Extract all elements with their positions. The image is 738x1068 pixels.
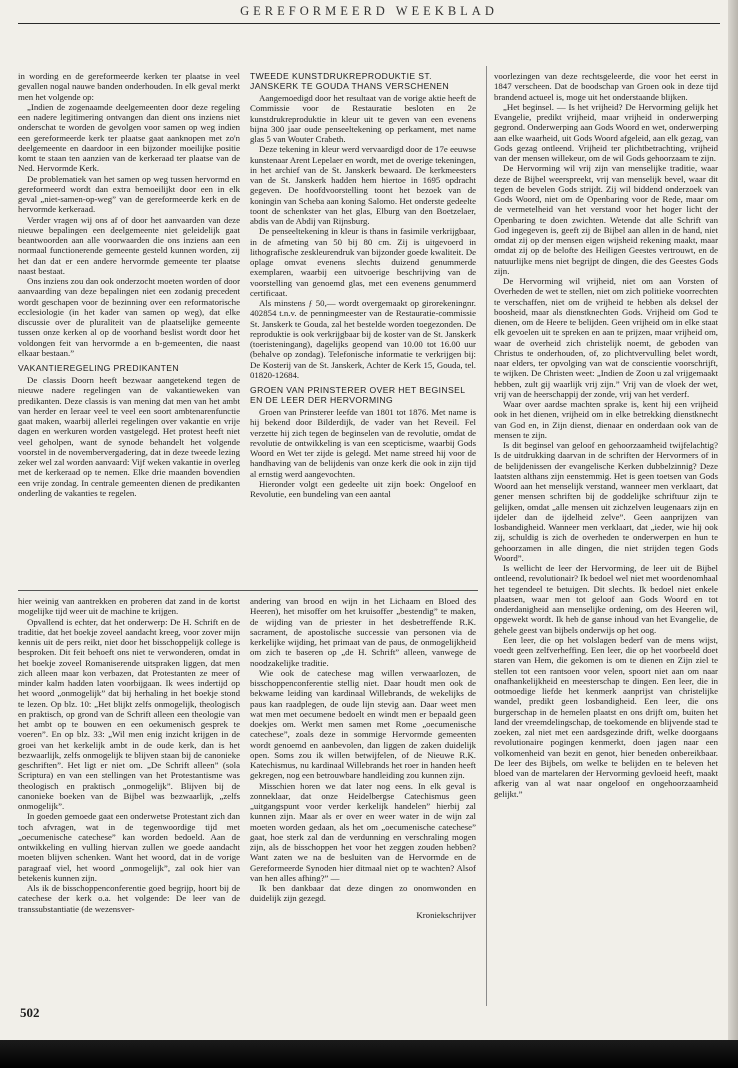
paragraph: „Het beginsel. — Is het vrijheid? De Hervorming gelijk het Evangelie, predikt vrijheid, maar vrijheid in onderwerping gegrond. Onderwerping aan Gods Woord en wet, onderwerping aan elke waarheid, uit Gods Woord afgeleid, aan elk gezag, van Gods gezag ontleend. Vrijheid ter plichtbetrachting, vrijheid van der mensen willekeur, om de wil Gods gehoorzaam te zijn. [494,101,718,163]
paragraph: in wording en de gereformeerde kerken ter plaatse in veel gevallen nogal nauwe banden onderhouden. In elk geval merkt men het volgende op: [18,71,240,102]
paragraph: De penseeltekening in kleur is thans in fasimile verkrijgbaar, in de afmeting van 50 bij 80 cm. Zij is uitgevoerd in lithografische zeskleurendruk van bijzonder goede kwaliteit. De oplage omvat evenens slechts duizend genummerde exemplaren, waarbij een uitvoerige beschrijving van de voorstelling van genoemd glas, met een evenens genummerd certificaat. [250,226,476,298]
paragraph: Als ik de bisschoppenconferentie goed begrijp, hoort bij de catechese der kerk o.a. het volgende: De leer van de transsubstantiatie (de wezensver- [18,883,240,914]
paragraph: In goeden gemoede gaat een onderwetse Protestant zich dan toch afvragen, wat in de tegenwoordige tijd met „oecumenische catechese” kan worden bedoeld. Aan de ontwikkeling en vulling hiervan zullen we goede aandacht moeten blijven schenken. Want het woord, dat in de vorige paragraaf viel, het woord „onmogelijk”, zal ook hier van betekenis kunnen zijn. [18,811,240,883]
paragraph: Groen van Prinsterer leefde van 1801 tot 1876. Met name is hij bekend door Bilderdijk, de vader van het Reveil. Fel verzette hij zich tegen de beginselen van de revolutie, omdat de revolutie de ontwikkeling is van een scepticisme, waarbij Gods Woord en Wet ter zijde is gelegd. Met name streed hij voor de handhaving van de belijdenis van onze kerk die ook in zijn tijd al ernstig werd aangevochten. [250,407,476,479]
paragraph: De Hervorming wil vrijheid, niet om aan Vorsten of Overheden de wet te stellen, niet om zich politieke voorrechten te verschaffen, niet om de vrijheid te hebben als deksel der boosheid, maar als dienstknechten Gods. Vrijheid om God te dienen, om de Heere te belijden. Geen vrijheid om in elke staat elk gevoelen uit te spreken en aan te prijzen, maar vrijheid om, waar de overheid zich christelijk noemt, de geboden van Christus te onderhouden, of, zo plichtvervulling belet wordt, naar elders, ter opvolging van wat de conscientie voorschrijft, te wijken. De Christen weet: „Indien de Zoon u zal vrijgemaakt hebben, zult gij waarlijk vrij zijn.” Vrij van de vloek der wet, vrij van de heerschappij der zonde, vrij van het verderf. [494,276,718,399]
paragraph: Ons inziens zou dan ook onderzocht moeten worden of door aanvaarding van deze bepalingen niet een zodanig precedent wordt geschapen voor de bezinning over een reformatorische ecclesiologie (in het kader van samen op weg), dat elke discussie over de pluraliteit van de plaatselijke gemeente tussen onze kerken al op de voorhand beslist wordt door het voldongen feit van hervormde a en b-gemeenten, die naast elkaar bestaan.” [18,276,240,358]
paragraph: Is wellicht de leer der Hervorming, de leer uit de Bijbel ontleend, revolutionair? Ik bedoel wel niet met woordenomhaal het tegendeel te betuigen. Dit slechts. Ik bedoel niet enkele plaatsen, waar men tot geloof aan Gods Woord en tot onderdanigheid aan menselijke ordening, om des Heeren wil, opgewekt wordt. Ik heb de ganse inhoud van het Evangelie, de gehele geest van bijbels onderwijs op het oog. [494,563,718,635]
upper-middle-column [250,71,476,587]
paragraph: Deze tekening in kleur werd vervaardigd door de 17e eeuwse kunstenaar Arent Lepelaer en wordt, met de overige tekeningen, in het archief van de St. Janskerk bewaard. De kerkmeesters van de St. Janskerk hadden hem hiertoe in 1695 opdracht gegeven. De hoofdvoorstelling toont het bezoek van de koningin van Scheba aan koning Salomo. Het onderste gedeelte toont de schenkster van het glas, Elburg van den Boetzelaer, abdis van de Abdij van Rijnsburg. [250,144,476,226]
paragraph: andering van brood en wijn in het Lichaam en Bloed des Heeren), het misoffer om het kruisoffer „bestendig” te maken, de wijding van de priester in het desbetreffende R.K. sacrament, de apostolische successie van personen via de kerkelijke wijding, het primaat van de paus, de onmogelijkheid om zich te baseren op „de H. Schrift” alleen, vanwege de noodzakelijke traditie. [250,596,476,668]
paragraph: Wie ook de catechese mag willen verwaarlozen, de bisschoppenconferentie stellig niet. Daar houdt men ook de bekwame leiding van kardinaal Willebrands, de wekelijks de paus kan raadplegen, de oude lijn stevig aan. Daar weet men wat men met oecumene bedoelt en windt men er bepaald geen doekjes om. Werkt men samen met Rome „oecumenische catechese”, zoals deze in sommige Hervormde gemeenten wordt genoemd en aanbevolen, dan liggen de zaken duidelijk open. Soms zou ik willen betwijfelen, of de Nieuwe R.K. Katechismus, nu kardinaal Willebrands het roer in handen heeft gekregen, nog een betrouwbare handleiding zou kunnen zijn. [250,667,476,781]
right-column [494,71,718,1001]
section-heading: VAKANTIEREGELING PREDIKANTEN [18,363,179,373]
section-heading: GROEN VAN PRINSTERER OVER HET BEGINSEL EN DE LEER DER HERVORMING [250,385,466,405]
paragraph: Is dit beginsel van geloof en gehoorzaamheid twijfelachtig? Is de uitdrukking daarvan in de schriften der Hervormers of in de belijdenissen der evangelische Kerken dubbelzinnig? Deze laatsten althans zijn eenstemmig. Het is geen toetsen van Gods Woord aan het menselijk verstand, wanneer men verklaart, dat gener mensen schriften bij de goddelijke schriftuur zijn te gelijken, omdat „alle mensen uit zichzelven leugenaars zijn en ijdeler dan de ijdelheid zelve”. Geen aanprijzen van losbandigheid. Wanneer men verklaart, dat „ieder, wie hij ook zij, schuldig is zich de overheden te onderwerpen en hun te gehoorzamen in alle dingen, die niet strijden tegen Gods Woord”. [494,440,718,563]
paragraph: „Indien de zogenaamde deelgemeenten door deze regeling een nadere legitimering ontvangen dan dient ons inziens niet onderschat te worden de gevolgen voor samen op weg indien een gereformeerde kerk ter plaatse gaat aanknopen met zo'n deelgemeente en daardoor in een bijzonder moeilijke positie komt te staan ten aanzien van de kerkeraad ter plaatse van de Ned. Hervormde Kerk. [18,101,240,174]
author-signature: Kroniekschrijver [416,909,476,920]
page-header-title: GEREFORMEERD WEEKBLAD [240,4,498,18]
paragraph: Hieronder volgt een gedeelte uit zijn boek: Ongeloof en Revolutie, een bundeling van een aantal [250,478,476,499]
paragraph: hier weinig van aantrekken en proberen dat zand in de kortst mogelijke tijd weer uit de machine te krijgen. [18,596,240,617]
header-rule [18,23,720,24]
page-edge-shadow [728,0,738,1068]
paragraph: voorlezingen van deze rechtsgeleerde, die voor het eerst in 1847 verscheen. Dat de boodschap van Groen ook in deze tijd brandend actueel is, moge uit het onderstaande blijken. [494,71,718,102]
section-divider [18,590,478,591]
paragraph: Waar over aardse machten sprake is, kent hij een vrijheid ook in het dienen, vrijheid om in elke betrekking dienstknecht van God en, in Zijn dienst, dienaar en onderdaan ook van de mensen te zijn. [494,399,718,440]
paragraph: Verder vragen wij ons af of door het aanvaarden van deze nieuwe bepalingen een deelgemeente niet geleidelijk gaat beantwoorden aan alle voorwaarden die ons inziens aan een normaal functionerende gemeente gesteld kunnen worden, zij het dan dat er een andere hervormde gemeente ter plaatse naast bestaat. [18,214,240,276]
paragraph: De problematiek van het samen op weg tussen hervormd en gereformeerd wordt dan extra bemoeilijkt door een in elk geval „niet-samen-op-weg” van de gereformeerde kerk en de hervormde kerkeraad. [18,173,240,215]
paragraph: Misschien horen we dat later nog eens. In elk geval is zonneklaar, dat onze Heidelbergse Catechismus geen „uitgangspunt voor verder kerkelijk handelen” hierbij zal kunnen zijn. Maar als er over en weer water in de wijn zal moeten worden gedaan, als het om „oecumenische catechese” gaat, hoe sterk zal dan de verdunning en verschraling mogen zijn, als de bisschoppen het voor het zeggen zouden hebben? Want zaten we na de besluiten van de Hervormde en de Gereformeerde Synoden hier ditmaal niet op te wachten? Alsof van hen alles afhing?” — [250,780,476,883]
page-number: 502 [20,1005,40,1020]
paragraph: Ik ben dankbaar dat deze dingen zo onomwonden en duidelijk zijn gezegd. [250,883,476,904]
lower-middle-column [250,596,476,1001]
column-divider [486,66,487,1006]
paragraph: Een leer, die op het volslagen bederf van de mens wijst, voedt geen zelfverheffing. Een leer, die op het voorbeeld doet staren van Hem, die gekomen is om te dienen en Zijn ziel te stellen tot een rantsoen voor velen, spoort niet aan om naar onafhankelijkheid en meesterschap te dingen. Een leer, die in ootmoedige liefde het kenmerk aanprijst van christelijke wandel, predikt geen losbandigheid. Een leer, die ons burgerschap in de hemelen plaatst en ons drijft om, buiten het land der vreemdelingschap, de toekomende en blijvende stad te zoeken, zal niet met een aardsgezinde drift, welke doorgaans revolutionaire pogingen kenmerkt, doen jagen naar een volkomenheid van bezit en genot, hier beneden onbereikbaar. De leer des Bijbels, om welke te belijden en te beleven het bloed van de martelaren der Hervorming gevloeid heeft, maakt afkerig van al wat naar ongeloof en ongehoorzaamheid gelijkt.” [494,634,718,799]
paragraph: De classis Doorn heeft bezwaar aangetekend tegen de nieuwe nadere regelingen van de vakantieweken van predikanten. Deze classis is van mening dat men van het ambt van herder en leraar veel te veel een soort ambtenarenfunctie gaat maken, waarbij allerlei regelingen over vakantie en vrije dagen en werkuren worden vastgelegd. Het protest heeft niet veel geholpen, want de synode behandelt het volgende voorstel in de novembervergadering, dat in deze tweede lezing zeker wel zal worden aanvaard: Vijf weken vakantie in overleg met de kerkeraad op te nemen. Elke drie maanden bovendien een vrije zondag. In centrale gemeenten dienen de predikanten onderling de vakanties te regelen. [18,375,240,498]
lower-left-column [18,596,240,1001]
section-heading: TWEEDE KUNSTDRUKREPRODUKTIE ST. JANSKERK TE GOUDA THANS VERSCHENEN [250,71,450,91]
paragraph: Opvallend is echter, dat het onderwerp: De H. Schrift en de traditie, dat het boekje zoveel aandacht kreeg, voor zover mijn kennis uit de pers reikt, niet door het bisschoppelijk college is besproken. Dit feit behoeft ons niet te verwonderen, omdat in het boekje zoveel Romaniserende uitspraken liggen, dat men zich alleen maar kon verbazen, dat Protestanten ze meer of minder kalm hadden laten voorbijgaan. Ik wees indertijd op het woord „onmogelijk” dat bij herhaling in het boekje stond te lezen. Op blz. 10: „Het blijkt zelfs onmogelijk, theologisch en praktisch, op grond van de Schrift alleen een theologie van het ambt op te bouwen en een oekumenisch gesprek te voeren”. En op blz. 33: „Wil men enig inzicht krijgen in de groei van het kerkelijk ambt in de oude kerk, dan is het bezwaarlijk, zelfs onmogelijk te blijven staan bij de canonieke geschriften”. Het ligt er niet om. „De Schrift alleen” (sola Scriptura) en van een stellingen van het Protestantisme was theologisch en praktisch „onmogelijk”. Blijven bij de canonieke boeken van de Bijbel was bezwaarlijk, „zelfs onmogelijk”. [18,616,240,811]
upper-left-column [18,71,240,587]
paragraph: Aangemoedigd door het resultaat van de vorige aktie heeft de Commissie voor de Restauratie besloten en 2e kunstdrukreproduktie in kleur uit te geven van een evenens bijna 300 jaar oude penseeltekening op perkament, met name glas 5 van Wouter Crabeth. [250,93,476,144]
paragraph: Als minstens ƒ 50,— wordt overgemaakt op girorekeningnr. 402854 t.n.v. de penningmeester van de Restauratie-commissie St. Janskerk te Gouda, zal het bestelde worden toegezonden. De reproduktie is ook verkrijgbaar bij de koster van de St. Janskerk (toeristeningang), dagelijks geopend van 10.00 tot 16.00 uur (behalve op zondag). Telefonische informatie te verkrijgen bij: De Kosterij van de St. Janskerk, Achter de Kerk 15, Gouda, tel. 01820-12684. [250,298,476,380]
paragraph: De Hervorming wil vrij zijn van menselijke traditie, waar deze de Bijbel weerspreekt, vrij van menselijk bevel, waar dit tegen de bevelen Gods strijdt. Zij wil biddend onderzoek van Gods Woord, niet om de Openbaring voor de Rede, maar om de vermetelheid van het verstand voor het hoger licht der Openbaring te doen zwichten. Wetende dat alle Schrift van God ingegeven is, geeft zij de Bijbel aan allen in de hand, niet omdat zij op der mensen eigen wijsheid rekening maakt, maar omdat zij op de belofte des Heiligen Geestes vertrouwt, en de natuurlijke mens niet begrijpt de dingen, die des Geestes Gods zijn. [494,163,718,276]
scan-bottom-edge [0,1040,738,1068]
